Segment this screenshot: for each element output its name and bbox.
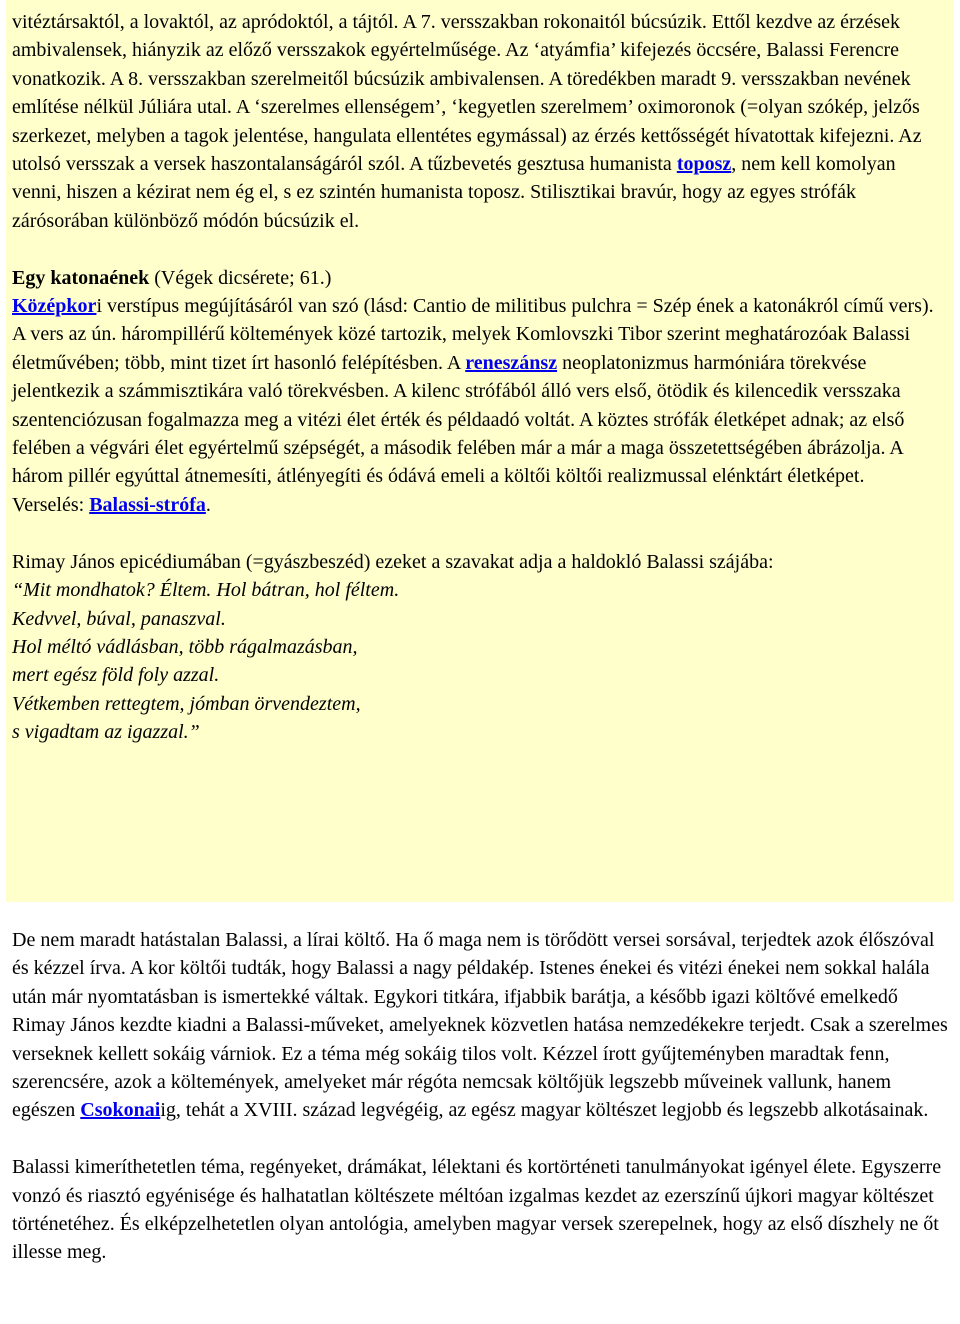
link-reneszansz[interactable]: reneszánsz	[465, 351, 558, 374]
poem-quote	[12, 576, 948, 746]
paragraph-farewell-analysis: vitéztársaktól, a lovaktól, az apródoktól, a tájtól. A 7. versszakban rokonaitól búcsúzik. Ettől kezdve az érzések ambivalensek, hiányzik az előző versszakok egyértelműsége. Az ‘atyámfia’ kifejezés öccsére, Balassi Ferencre vonatkozik. A 8. versszakban szerelmeitől búcsúzik ambivalensen. A töredékben maradt 9. versszakban nevének említése nélkül Júliára utal. A ‘szerelmes ellenségem’, ‘kegyetlen szerelmem’ oximoronok (=olyan szókép, jelzős szerkezet, melyben a tagok jelentése, hangulata ellentétes egymással) az érzés kettősségét hívatottak kifejezni. Az utolsó versszak a versek haszontalanságáról szól. A tűzbevetés gesztusa humanista toposz, nem kell komolyan venni, hiszen a kézirat nem ég el, s ez szintén humanista toposz. Stilisztikai bravúr, hogy az egyes strófák zárósorában különböző módón búcsúzik el.	[12, 11, 922, 232]
link-balassi-strofa[interactable]: Balassi-strófa	[89, 493, 206, 516]
link-kozepkor[interactable]: Középkor	[12, 295, 97, 318]
poem-line: Kedvvel, búval, panaszval.	[12, 607, 226, 630]
poem-line: “Mit mondhatok? Éltem. Hol bátran, hol féltem.	[12, 579, 400, 602]
highlighted-analysis-panel	[6, 0, 954, 902]
poem-line: mert egész föld foly azzal.	[12, 664, 220, 687]
section-heading-egy-katonaenek	[12, 264, 948, 292]
poem-line: s vigadtam az igazzal.”	[12, 721, 200, 744]
paragraph-conclusion: Balassi kimeríthetetlen téma, regényeket, drámákat, lélektani és kortörténeti tanulmányokat igényel élete. Egyszerre vonzó és riasztó egyénisége és halhatatlan költészete méltóan izgalmas kezdet az ezerszínű újkori magyar költészet történetéhez. És elképzelhetetlen olyan antológia, amelyben magyar versek szerepelnek, hogy az első díszhely ne őt illesse meg.	[12, 1156, 942, 1264]
legacy-section	[12, 926, 952, 1267]
paragraph-rimay-epicedium: Rimay János epicédiumában (=gyászbeszéd) ezeket a szavakat adja a haldokló Balassi szájába:	[12, 550, 774, 573]
poem-line: Hol méltó vádlásban, több rágalmazásban,	[12, 635, 358, 658]
poem-title: Egy katonaének	[12, 266, 150, 289]
link-toposz[interactable]: toposz	[676, 153, 732, 176]
poem-line: Vétkemben rettegtem, jómban örvendeztem,	[12, 692, 361, 715]
paragraph-legacy: De nem maradt hatástalan Balassi, a lírai költő. Ha ő maga nem is törődött versei sorsával, terjedtek azok élőszóval és kézzel írva. A kor költői tudták, hogy Balassi a nagy példakép. Istenes énekei és vitézi énekei nem sokkal halála után már nyomtatásban is ismertekké váltak. Egykori titkára, ifjabbik barátja, a később igazi költővé emelkedő Rimay János kezdte kiadni a Balassi-műveket, amelyeknek közvetlen hatása nemzedékekre terjedt. Csak a szerelmes verseknek kellett sokáig várniok. Ez a téma még sokáig tilos volt. Kézzel írott gyűjteményben maradtak fenn, szerencsére, azok a költemények, amelyeket már régóta nemcsak költőjük legszebb műveinek vallunk, hanem egészen Csokonaiig, tehát a XVIII. század legvégéig, az egész magyar költészet legjobb és legszebb alkotásainak.	[12, 929, 948, 1122]
versification-line: Verselés: Balassi-strófa.	[12, 493, 211, 516]
paragraph-katonaenek-analysis: Középkori verstípus megújításáról van szó (lásd: Cantio de militibus pulchra = Szép ének a katonákról című vers). A vers az ún. hárompillérű költemények közé tartozik, melyek Komlovszki Tibor szerint meghatározóak Balassi életművében; több, mint tizet írt hasonló felépítésben. A reneszánsz neoplatonizmus harmóniára törekvése jelentkezik a számmisztikára való törekvésben. A kilenc strófából álló vers első, ötödik és kilencedik versszaka szentenciózusan fogalmazza meg a vitézi élet érték és példaadó voltát. A köztes strófák életképet adnak; az első felében a végvári élet egyértelmű szépségét, a második felében már a már a maga összetettségében ábrázolja. A három pillér egyúttal átnemesíti, átlényegíti és ódává emeli a költői költői realizmussal elénktárt életképet.	[12, 295, 934, 488]
poem-subtitle: (Végek dicsérete; 61.)	[149, 266, 332, 289]
link-csokonai[interactable]: Csokonai	[80, 1099, 161, 1122]
